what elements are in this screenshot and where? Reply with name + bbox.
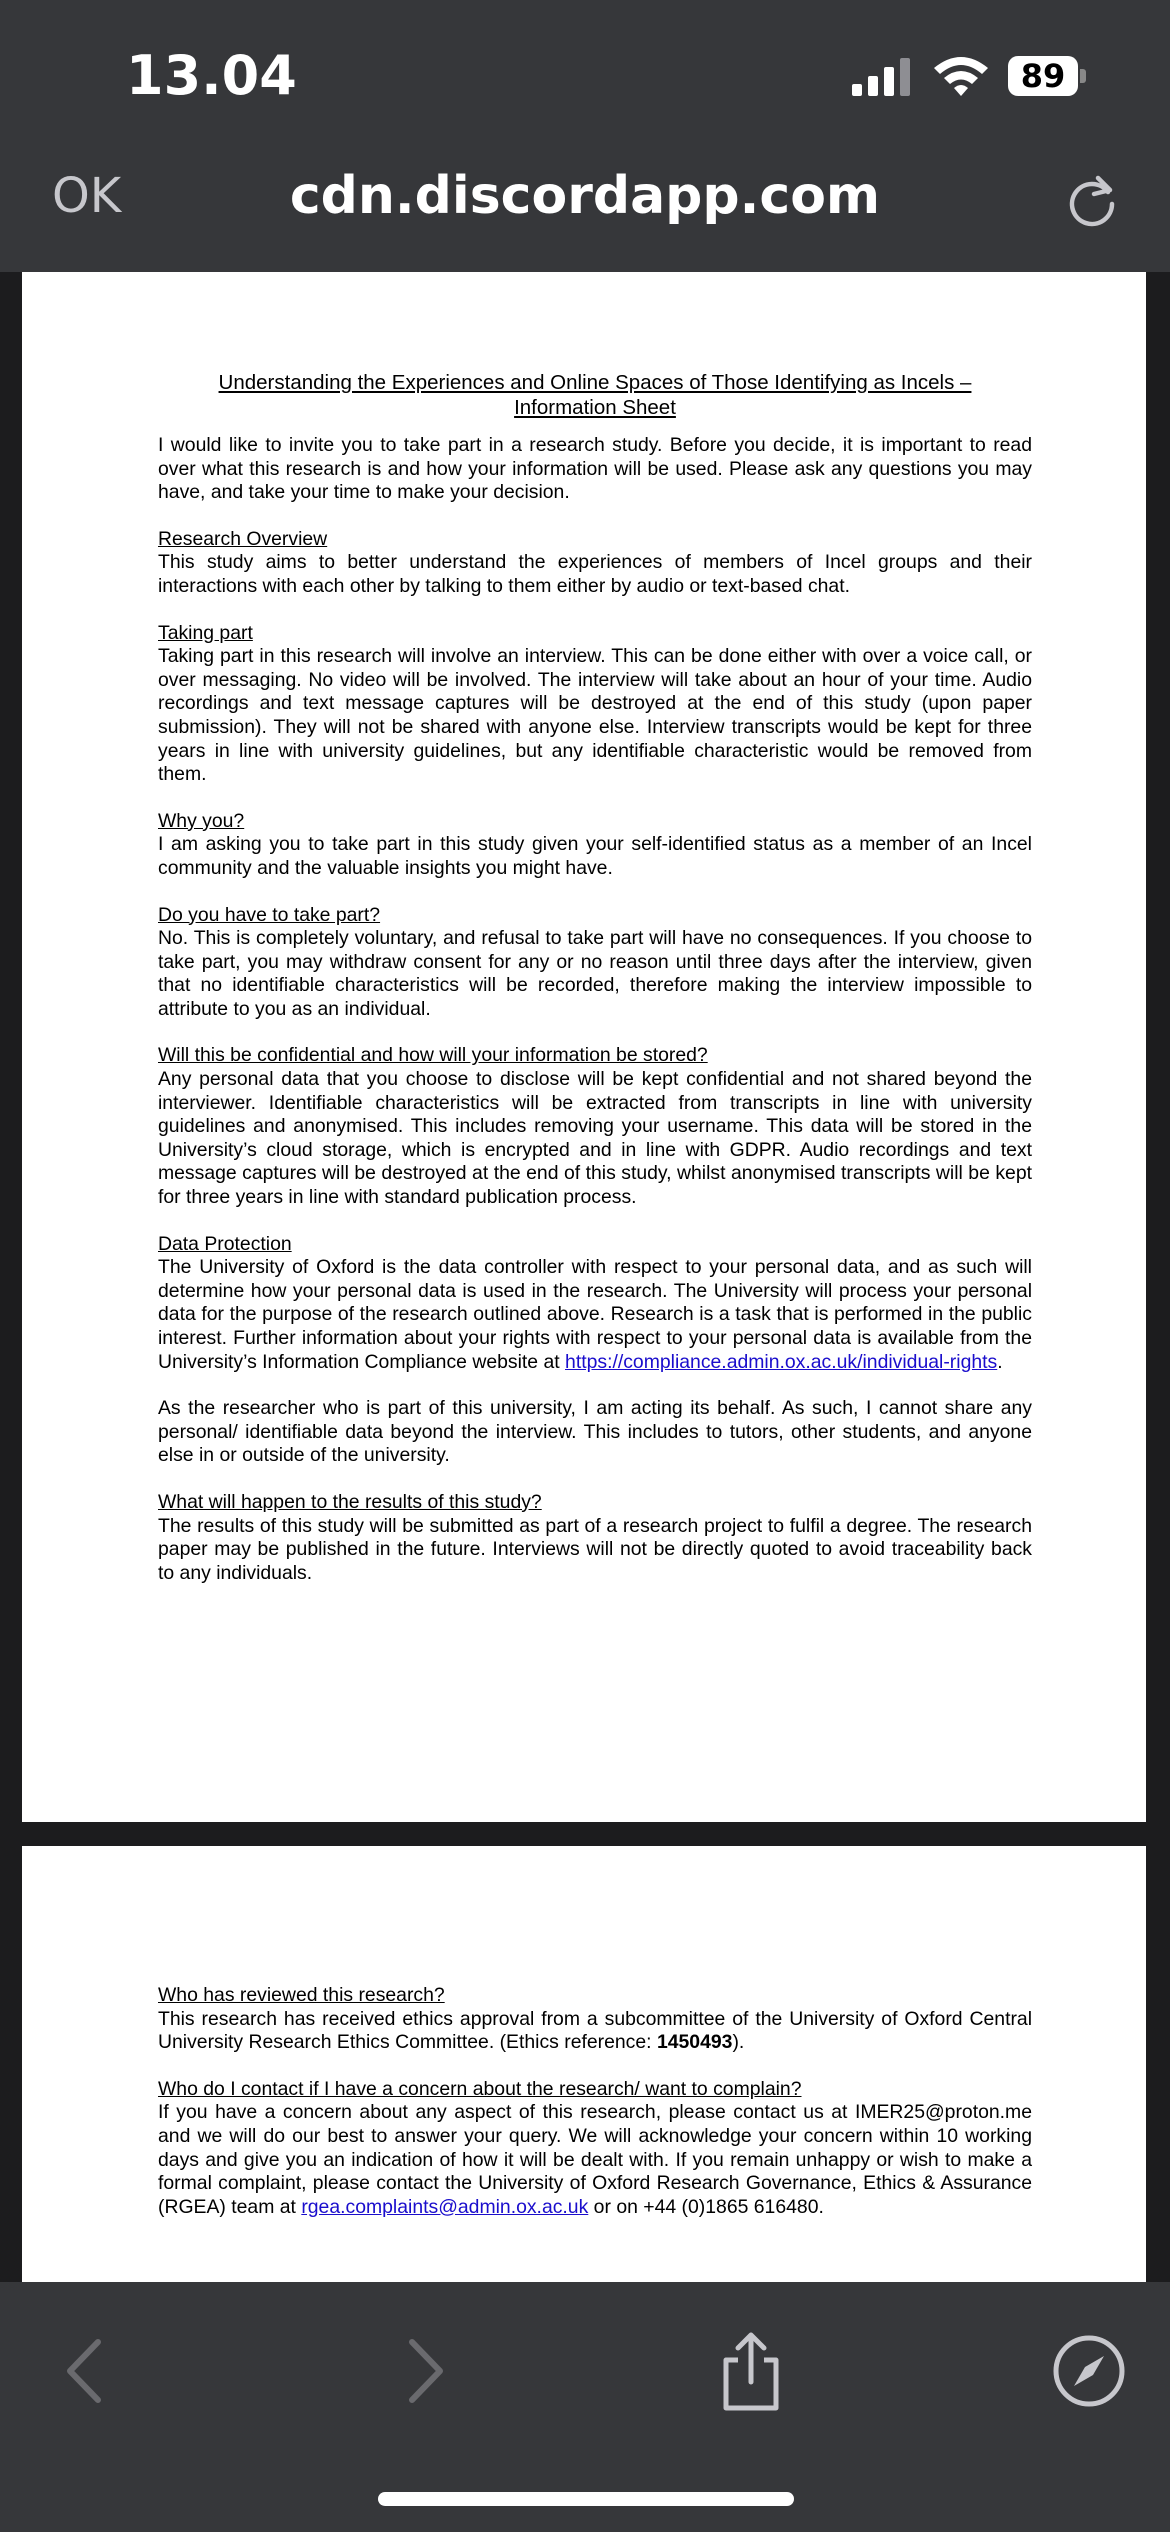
section-body-end: . [997,1350,1003,1373]
section-research-overview [158,528,1032,599]
ethics-reference: 1450493 [656,2031,733,2054]
section-body: This study aims to better understand the experiences of members of Incel groups and their interactions with each other by talking to them either by audio or text-based chat. [158,551,1032,597]
forward-button[interactable] [378,2326,468,2416]
section-body [158,2101,1032,2219]
section-heading: Do you have to take part? [158,903,381,926]
section-heading: Data Protection [158,1232,292,1255]
section-results [158,1491,1032,1585]
intro-paragraph: I would like to invite you to take part in a research study. Before you decide, it is important to read over what this research is and how your information will be used. Please ask any questions you may have, and take your time to make your decision. [158,434,1032,504]
researcher-paragraph: As the researcher who is part of this university, I am acting its behalf. As such, I cannot share any personal/ identifiable data beyond the interview. This includes to tutors, other students, and anyone else in or outside of the university. [158,1397,1032,1467]
section-heading: Taking part [158,621,253,644]
status-time: 13.04 [126,44,297,107]
section-heading: Will this be confidential and how will your information be stored? [158,1044,708,1067]
reload-icon[interactable] [1062,170,1122,230]
section-reviewed [158,1984,1032,2055]
title-line-1: Understanding the Experiences and Online Spaces of Those Identifying as Incels – [218,371,972,394]
section-heading: Who do I contact if I have a concern about the research/ want to complain? [158,2077,802,2100]
battery-cap [1080,69,1086,83]
browser-header [0,0,1170,272]
section-body: No. This is completely voluntary, and refusal to take part will have no consequences. If you choose to take part, you may withdraw consent for any or no reason until three days after the interview, given that no identifiable characteristics will be recorded, therefore making the interview impossible to attribute to you as an individual. [158,927,1032,1020]
done-button[interactable]: OK [52,168,122,224]
home-indicator [378,2492,794,2506]
compass-button[interactable] [1044,2326,1134,2416]
section-heading: Why you? [158,809,245,832]
section-body-end: or on +44 (0)1865 616480. [588,2195,824,2218]
chevron-right-icon [378,2326,468,2416]
section-taking-part [158,622,1032,787]
section-body: The results of this study will be submitted as part of a research project to fulfil a degree. The research paper may be published in the future. Interviews will not be directly quoted to avoid traceability back to any individuals. [158,1514,1032,1584]
section-why-you [158,810,1032,881]
section-body: Any personal data that you choose to disclose will be kept confidential and not shared beyond the interviewer. Identifiable characteristics will be extracted from transcripts in line with university guidelines and anonymised. This includes removing your username. This data will be stored in the University’s cloud storage, which is encrypted and in line with GDPR. Audio recordings and text message captures will be destroyed at the end of this study, whilst anonymised transcripts will be kept for three years in line with standard publication process. [158,1068,1032,1209]
wifi-icon [932,54,990,98]
section-contact [158,2078,1032,2220]
section-data-protection [158,1233,1032,1375]
title-line-2: Information Sheet [514,396,676,419]
cellular-signal-icon [852,58,912,96]
compass-icon [1044,2326,1134,2416]
back-button[interactable] [42,2326,132,2416]
section-heading: Research Overview [158,527,328,550]
share-button[interactable] [706,2326,796,2416]
section-body-end: ). [732,2031,745,2054]
section-body: I am asking you to take part in this study given your self-identified status as a member of an Incel community and the valuable insights you might have. [158,833,1032,879]
section-heading: What will happen to the results of this study? [158,1490,542,1513]
page-2-content [158,1984,1032,2242]
rgea-email-link[interactable]: rgea.complaints@admin.ox.ac.uk [301,2195,589,2218]
section-body-text: If you have a concern about any aspect of this research, please contact us at IMER25@proton.me and we will do our best to answer your query. We will acknowledge your concern within 10 working days and give you an indication of how it will be dealt with. If you remain unhappy or wish to make a formal complaint, please contact the University of Oxford Research Governance, Ethics & Assurance (RGEA) team at [158,2101,1032,2218]
document-page-2 [22,1846,1146,2282]
chevron-left-icon [42,2326,132,2416]
section-body [158,1256,1032,1374]
section-body-text: The University of Oxford is the data controller with respect to your personal data, and as such will determine how your personal data is used in the research. The University will process your personal data for the purpose of the research outlined above. Research is a task that is performed in the public interest. Further information about your rights with respect to your personal data is available from the University’s Information Compliance website at [158,1256,1032,1373]
section-body: Taking part in this research will involve an interview. This can be done either with over a voice call, or over messaging. No video will be involved. The interview will take about an hour of your time. Audio recordings and text message captures will be destroyed at the end of this study (upon paper submission). They will not be shared with anyone else. Interview transcripts would be kept for three years in line with university guidelines, but any identifiable characteristic would be removed from them. [158,645,1032,786]
document-page-1 [22,272,1146,1822]
section-body [158,2008,1032,2055]
url-label[interactable]: cdn.discordapp.com [289,166,881,226]
compliance-link[interactable]: https://compliance.admin.ox.ac.uk/individual-rights [565,1350,998,1373]
bottom-toolbar [0,2282,1170,2532]
pdf-viewer[interactable] [0,272,1170,2282]
share-icon [706,2326,796,2416]
section-heading: Who has reviewed this research? [158,1984,445,2006]
page-1-content [158,370,1032,1608]
section-body-text: This research has received ethics approval from a subcommittee of the University of Oxford Central University Research Ethics Committee. (Ethics reference: [158,2007,1032,2054]
battery-indicator [1008,56,1086,96]
document-title [158,370,1032,420]
battery-level: 89 [1008,56,1078,96]
section-have-to-take-part [158,904,1032,1022]
section-confidentiality [158,1044,1032,1209]
